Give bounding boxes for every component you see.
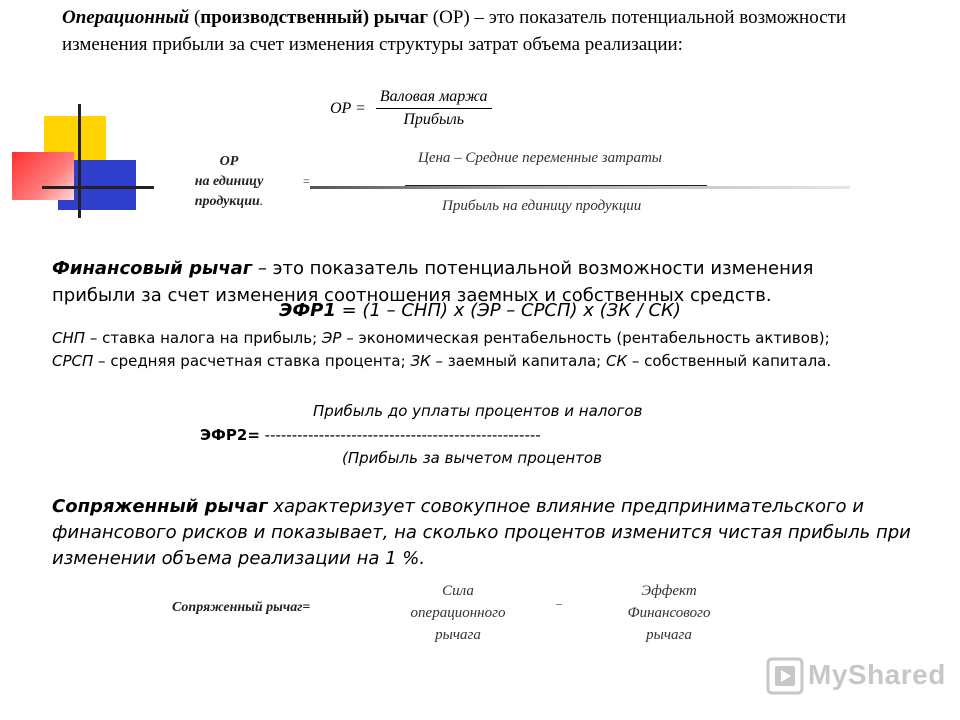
op-per-unit-equals: =	[303, 174, 310, 188]
conjugate-lever-definition	[52, 494, 912, 572]
efr1-expression: = (1 – СНП) х (ЭР – СРСП) х (ЗК / СК)	[335, 300, 681, 321]
myshared-logo-icon	[766, 657, 804, 695]
op-per-unit-line3: продукции	[194, 194, 260, 209]
conjugate-formula-label: Сопряженный рычаг=	[172, 600, 311, 615]
intro-paren: (	[189, 7, 201, 28]
decorative-vertical-line	[78, 104, 81, 218]
formula-op	[330, 88, 492, 129]
intro-definition: (ОР) – это показатель потенциальной возможности изменения прибыли за счет изменения структуры затрат объема реализации:	[62, 7, 847, 55]
formula-op-lhs: OP =	[330, 99, 366, 117]
op-per-unit-divider-line	[310, 186, 850, 189]
conjugate-formula-financial	[604, 580, 734, 646]
formula-op-fraction	[376, 88, 492, 129]
intro-term-production-lever: производственный) рычаг	[200, 7, 429, 28]
conjugate-formula-operating	[388, 580, 528, 646]
conjugate-op-line3: рычага	[435, 627, 481, 643]
financial-lever-term: Финансовый рычаг	[52, 258, 253, 279]
financial-lever-text: – это показатель потенциальной возможности изменения прибыли за счет изменения соотношения заемных и собственных средств.	[52, 258, 814, 306]
op-per-unit-line2: на единицу	[194, 174, 264, 189]
efr1-legend	[52, 327, 932, 373]
intro-paragraph	[62, 4, 862, 58]
legend-text: – экономическая рентабельность (рентабельность активов);	[341, 329, 830, 347]
legend-abbr: СК	[605, 352, 628, 370]
op-per-unit-dot: .	[259, 194, 264, 209]
legend-abbr: ЭР	[321, 329, 342, 347]
legend-text: – средняя расчетная ставка процента;	[93, 352, 411, 370]
op-per-unit-line1: ОР	[219, 154, 239, 169]
legend-abbr: СНП	[52, 329, 86, 347]
conjugate-op-line2: операционного	[410, 605, 506, 621]
legend-abbr: ЗК	[410, 352, 431, 370]
legend-text: – заемный капитала;	[430, 352, 606, 370]
efr2-label: ЭФР2=	[200, 426, 260, 444]
legend-text: – ставка налога на прибыль;	[85, 329, 322, 347]
decorative-horizontal-line	[42, 186, 154, 189]
efr1-formula	[0, 300, 960, 321]
legend-line-1	[52, 327, 932, 350]
efr2-denominator: (Прибыль за вычетом процентов	[342, 449, 602, 467]
conjugate-formula-operator: –	[556, 596, 562, 610]
formula-op-numerator: Валовая маржа	[376, 88, 492, 109]
decorative-red-square	[12, 152, 74, 200]
intro-term-operational: Операционный	[62, 7, 190, 28]
op-per-unit-numerator: Цена – Средние переменные затраты	[418, 150, 662, 166]
efr1-label: ЭФР1	[279, 300, 336, 321]
efr2-dashes: ---------------------------------------------------	[259, 426, 541, 444]
formula-op-denominator: Прибыль	[403, 111, 465, 128]
myshared-watermark-text: MyShared	[808, 659, 946, 690]
conjugate-lever-term: Сопряженный рычаг	[52, 496, 268, 517]
op-per-unit-fraction-bar	[405, 185, 707, 186]
efr2-formula-line	[200, 426, 541, 444]
efr2-numerator: Прибыль до уплаты процентов и налогов	[313, 402, 643, 420]
legend-line-2	[52, 350, 932, 373]
legend-abbr: СРСП	[52, 352, 94, 370]
conjugate-lever-text: характеризует совокупное влияние предпринимательского и финансового рисков и показывает, на сколько процентов изменится чистая прибыль при изменении объема реализации на 1 %.	[52, 496, 911, 569]
conjugate-fin-line1: Эффект	[641, 583, 697, 599]
legend-text: – собственный капитала.	[627, 352, 832, 370]
op-per-unit-label	[174, 152, 284, 212]
conjugate-fin-line3: рычага	[646, 627, 692, 643]
conjugate-fin-line2: Финансового	[627, 605, 711, 621]
conjugate-op-line1: Сила	[442, 583, 474, 599]
op-per-unit-denominator: Прибыль на единицу продукции	[442, 198, 642, 214]
